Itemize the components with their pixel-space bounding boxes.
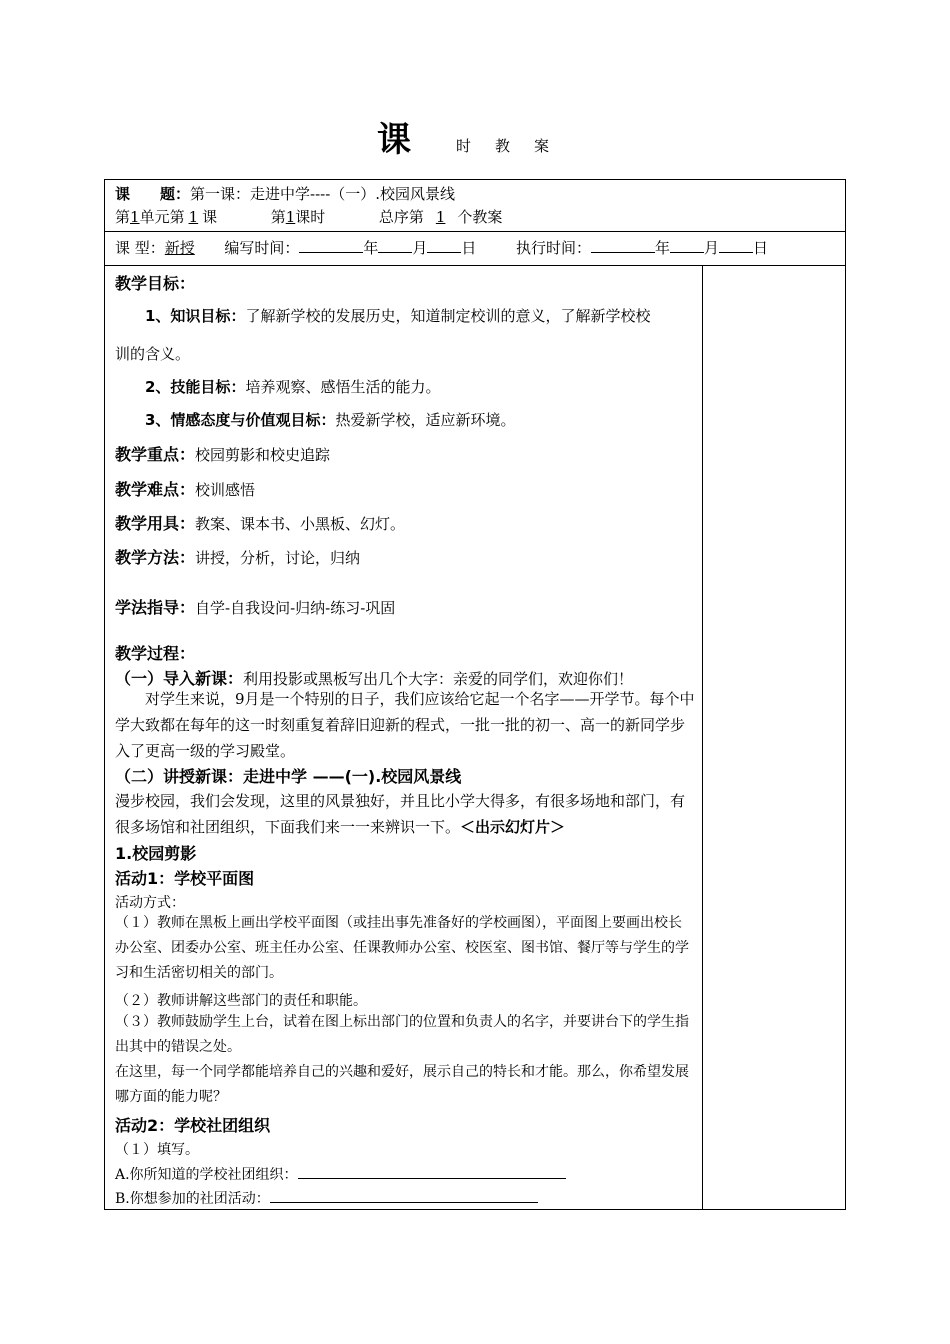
qa-text: A.你所知道的学校社团组织：: [115, 1167, 298, 1183]
guide-text: 自学-自我设问-归纳-练习-巩固: [195, 599, 396, 617]
order-suffix: 个教案: [457, 208, 503, 226]
exec-year-blank: [591, 238, 655, 253]
exec-day-blank: [719, 238, 753, 253]
qb-blank[interactable]: [270, 1188, 538, 1203]
write-year-blank: [299, 238, 363, 253]
activity-note: 在这里，每一个同学都能培养自己的兴趣和爱好，展示自己的特长和才能。那么，你希望发展哪方面的能力呢？: [115, 1064, 689, 1105]
section-1: 1.校园剪影: [115, 844, 197, 863]
step-2-paragraph: [115, 788, 695, 840]
goal2-text: 培养观察、感悟生活的能力。: [245, 378, 441, 396]
study-guide: [115, 595, 695, 618]
goal1-label: 1、知识目标：: [145, 307, 246, 325]
method-label: 教学方法：: [115, 548, 196, 567]
exec-month-blank: [670, 238, 704, 253]
title-big: 课: [376, 120, 411, 160]
header-row-1: [105, 180, 845, 232]
question-a: [115, 1164, 695, 1184]
title-small: 时教案: [456, 137, 574, 155]
lesson-plan-table: [104, 179, 846, 1210]
activity-1: 活动1：学校平面图: [115, 869, 255, 888]
write-day-blank: [427, 238, 461, 253]
unit-mid: 单元第: [139, 208, 185, 226]
exec-month: 月: [704, 239, 720, 257]
topic-text: 第一课：走进中学----（一）.校园风景线: [190, 185, 456, 203]
lesson-suffix: 课: [202, 208, 218, 226]
guide-label: 学法指导：: [115, 598, 196, 617]
write-time-label: 编写时间：: [224, 239, 300, 257]
s1-text: 利用投影或黑板写出几个大字：亲爱的同学们，欢迎你们！: [243, 670, 634, 688]
key-point: [115, 442, 695, 465]
tools-text: 教案、课本书、小黑板、幻灯。: [195, 515, 406, 533]
lesson-num: 1: [188, 208, 199, 226]
unit-line: [115, 207, 502, 227]
qa-blank[interactable]: [298, 1164, 566, 1179]
type-line: [115, 238, 768, 258]
order-prefix: 总序第: [378, 208, 424, 226]
exec-year: 年: [655, 239, 671, 257]
type-label: 课 型：: [115, 239, 165, 257]
activity-step-2: （２）教师讲解这些部门的责任和职能。: [115, 993, 367, 1009]
write-month-blank: [378, 238, 412, 253]
key-text: 校园剪影和校史追踪: [195, 446, 331, 464]
unit-num: 1: [130, 208, 140, 226]
type-value: 新授: [164, 239, 195, 257]
document-title: [0, 112, 950, 161]
fill-in: （１）填写。: [115, 1142, 199, 1158]
exec-time-label: 执行时间：: [515, 239, 591, 257]
goal2-label: 2、技能目标：: [145, 378, 246, 396]
goal1-text: 了解新学校的发展历史，知道制定校训的意义，了解新学校校: [245, 307, 651, 325]
column-divider: [702, 266, 703, 1210]
step-2-title: （二）讲授新课：走进中学 ——(一).校园风景线: [115, 767, 462, 786]
activity-2: 活动2：学校社团组织: [115, 1116, 271, 1135]
process-title: 教学过程：: [115, 644, 196, 663]
qb-text: B.你想参加的社团活动：: [115, 1191, 270, 1207]
activity-mode: 活动方式：: [115, 895, 185, 911]
s2-text: 漫步校园，我们会发现，这里的风景独好，并且比小学大得多，有很多场地和部门，有很多场馆和社团组织，下面我们来一一来辨识一下。: [115, 792, 686, 836]
period-prefix: 第: [270, 208, 286, 226]
difficulty: [115, 477, 695, 500]
goals-title: 教学目标：: [115, 274, 196, 293]
tools-label: 教学用具：: [115, 514, 196, 533]
s1-label: （一）导入新课：: [115, 669, 244, 688]
goal-1: [115, 305, 695, 326]
diff-label: 教学难点：: [115, 480, 196, 499]
unit-prefix: 第: [115, 208, 131, 226]
topic-line: [115, 184, 455, 204]
key-label: 教学重点：: [115, 445, 196, 464]
topic-label: 课 题：: [115, 185, 191, 203]
write-day: 日: [461, 239, 477, 257]
period-suffix: 课时: [295, 208, 326, 226]
question-b: [115, 1188, 695, 1208]
tools: [115, 511, 695, 534]
goal3-label: 3、情感态度与价值观目标：: [145, 411, 336, 429]
method: [115, 545, 695, 568]
write-month: 月: [412, 239, 428, 257]
goal-3: [115, 409, 695, 430]
write-year: 年: [363, 239, 379, 257]
activity-step-1: （１）教师在黑板上画出学校平面图（或挂出事先准备好的学校画图），平面图上要画出校长办公室、团委办公室、班主任办公室、任课教师办公室、校医室、图书馆、餐厅等与学生的学习和生活密切相关的部门。: [115, 915, 689, 981]
diff-text: 校训感悟: [195, 481, 256, 499]
method-text: 讲授，分析，讨论，归纳: [195, 549, 361, 567]
goal-2: [115, 376, 695, 397]
goal-1-cont: 训的含义。: [115, 345, 191, 363]
activity-step-3: （３）教师鼓励学生上台，试着在图上标出部门的位置和负责人的名字，并要讲台下的学生指出其中的错误之处。: [115, 1014, 689, 1055]
s2-slide: ＜出示幻灯片＞: [460, 818, 566, 836]
step-1-paragraph: 对学生来说，9月是一个特别的日子，我们应该给它起一个名字——开学节。每个中学大致都在每年的这一时刻重复着辞旧迎新的程式，一批一批的初一、高一的新同学步入了更高一级的学习殿堂。: [115, 690, 695, 760]
header-row-2: [105, 232, 845, 266]
order-num: 1: [435, 208, 446, 226]
exec-day: 日: [753, 239, 769, 257]
period-num: 1: [285, 208, 296, 226]
goal3-text: 热爱新学校，适应新环境。: [335, 411, 516, 429]
